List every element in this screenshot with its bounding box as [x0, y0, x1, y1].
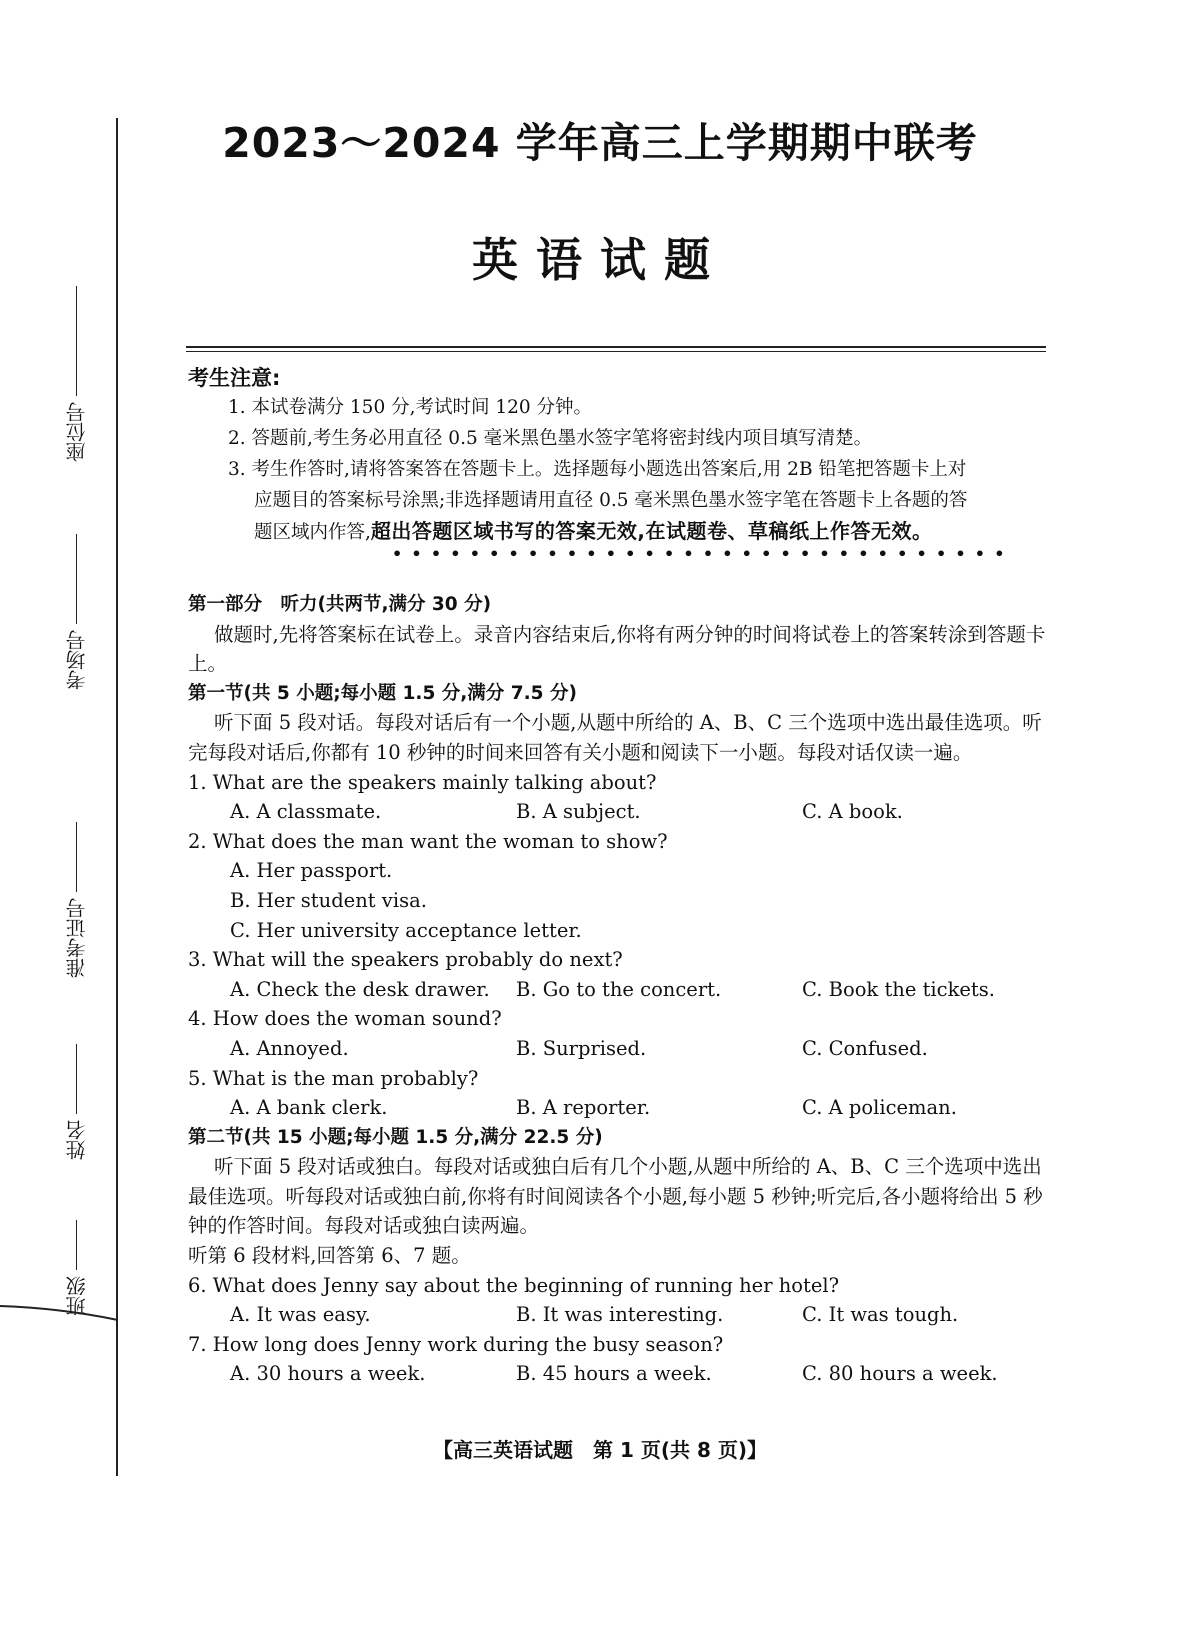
- option-a: A. Her passport.: [230, 859, 393, 883]
- notice-item-1: 1. 本试卷满分 150 分,考试时间 120 分钟。: [228, 397, 593, 418]
- seat-number-label: 座位号: [65, 402, 89, 462]
- notice-item-3: 3. 考生作答时,请将答案答在答题卡上。选择题每小题选出答案后,用 2B 铅笔把答题卡上对: [228, 459, 967, 480]
- exam-subtitle: 英语试题: [472, 233, 728, 287]
- name-label: 姓名: [65, 1120, 89, 1160]
- option-b: B. Surprised.: [516, 1036, 647, 1060]
- option-b: B. 45 hours a week.: [516, 1362, 712, 1386]
- question-5: 5. What is the man probably?: [188, 1066, 479, 1090]
- option-b: B. Go to the concert.: [516, 977, 722, 1001]
- question-5-options: [188, 1093, 1048, 1123]
- notice-item-3-cont: 应题目的答案标号涂黑;非选择题请用直径 0.5 毫米黑色墨水签字笔在答题卡上各题的答: [254, 490, 968, 511]
- section2-heading: 第二节(共 15 小题;每小题 1.5 分,满分 22.5 分): [188, 1126, 603, 1148]
- option-c: C. A book.: [802, 800, 903, 824]
- option-b: B. Her student visa.: [230, 888, 427, 912]
- admission-ticket-field: [62, 808, 91, 978]
- option-c: C. 80 hours a week.: [802, 1362, 998, 1386]
- question-6: 6. What does Jenny say about the beginning of running her hotel?: [188, 1273, 840, 1297]
- class-field: [62, 1216, 91, 1316]
- emphasis-dots: ••••••••••••••••••••••••••••••••: [392, 544, 1014, 563]
- exam-room-blank[interactable]: [76, 534, 77, 624]
- question-7: 7. How long does Jenny work during the busy season?: [188, 1332, 724, 1356]
- seat-number-field: [62, 262, 91, 462]
- option-b: B. A reporter.: [516, 1096, 651, 1120]
- admission-ticket-label: 准考证号: [65, 898, 89, 978]
- question-3: 3. What will the speakers probably do next?: [188, 948, 623, 972]
- option-c: C. Her university acceptance letter.: [230, 918, 582, 942]
- question-4-options: [188, 1034, 1048, 1064]
- name-field: [62, 1020, 91, 1160]
- divider-top: [186, 346, 1046, 348]
- notice-item-2: 2. 答题前,考生务必用直径 0.5 毫米黑色墨水签字笔将密封线内项目填写清楚。: [228, 428, 873, 449]
- question-7-options: [188, 1359, 1048, 1389]
- exam-title: 2023～2024 学年高三上学期期中联考: [222, 119, 978, 167]
- question-6-options: [188, 1300, 1048, 1330]
- option-a: A. It was easy.: [230, 1303, 371, 1327]
- option-c: C. Confused.: [802, 1036, 928, 1060]
- listening-section: [188, 590, 1048, 1389]
- question-4: 4. How does the woman sound?: [188, 1007, 502, 1031]
- notice-item-3-tail: 题区域内作答,: [254, 522, 371, 543]
- option-b: B. A subject.: [516, 800, 641, 824]
- notice-emphasis: 超出答题区域书写的答案无效,在试题卷、草稿纸上作答无效。: [370, 519, 933, 543]
- page-footer: 【高三英语试题 第 1 页(共 8 页)】: [433, 1438, 767, 1462]
- option-c: C. Book the tickets.: [802, 977, 995, 1001]
- section1-intro: 听下面 5 段对话。每段对话后有一个小题,从题中所给的 A、B、C 三个选项中选出最佳选项。听完每段对话后,你都有 10 秒钟的时间来回答有关小题和阅读下一小题。每段对话仅读一遍。: [188, 711, 1042, 764]
- question-1-options: [188, 797, 1048, 827]
- question-3-options: [188, 975, 1048, 1005]
- option-c: C. A policeman.: [802, 1096, 957, 1120]
- section1-heading: 第一节(共 5 小题;每小题 1.5 分,满分 7.5 分): [188, 682, 577, 704]
- class-blank[interactable]: [76, 1220, 77, 1270]
- option-a: A. A bank clerk.: [230, 1096, 388, 1120]
- class-label: 班级: [65, 1276, 89, 1316]
- divider-top-thin: [186, 351, 1046, 352]
- notice-list: [228, 392, 1048, 548]
- option-c: C. It was tough.: [802, 1303, 959, 1327]
- binding-curve: [0, 1286, 120, 1326]
- option-a: A. Check the desk drawer.: [230, 977, 490, 1001]
- name-blank[interactable]: [76, 1044, 77, 1114]
- material-6-instruction: 听第 6 段材料,回答第 6、7 题。: [188, 1244, 471, 1268]
- option-a: A. A classmate.: [230, 800, 382, 824]
- binding-line: [116, 118, 118, 1476]
- option-a: A. 30 hours a week.: [230, 1362, 426, 1386]
- part1-intro: 做题时,先将答案标在试卷上。录音内容结束后,你将有两分钟的时间将试卷上的答案转涂到答题卡上。: [188, 622, 1046, 676]
- exam-room-field: [62, 510, 91, 690]
- admission-ticket-blank[interactable]: [76, 822, 77, 892]
- notice-heading: 考生注意:: [188, 366, 281, 390]
- option-b: B. It was interesting.: [516, 1303, 724, 1327]
- exam-room-label: 考场号: [65, 630, 89, 690]
- seat-number-blank[interactable]: [76, 286, 77, 396]
- section2-intro: 听下面 5 段对话或独白。每段对话或独白后有几个小题,从题中所给的 A、B、C 三个选项中选出最佳选项。听每段对话或独白前,你将有时间阅读各个小题,每小题 5 秒钟;听完后,各小题将给出 5 秒钟的作答时间。每段对话或独白读两遍。: [188, 1155, 1043, 1238]
- question-1: 1. What are the speakers mainly talking about?: [188, 770, 657, 794]
- option-a: A. Annoyed.: [230, 1036, 349, 1060]
- question-2: 2. What does the man want the woman to show?: [188, 829, 668, 853]
- part1-heading: 第一部分 听力(共两节,满分 30 分): [188, 594, 492, 615]
